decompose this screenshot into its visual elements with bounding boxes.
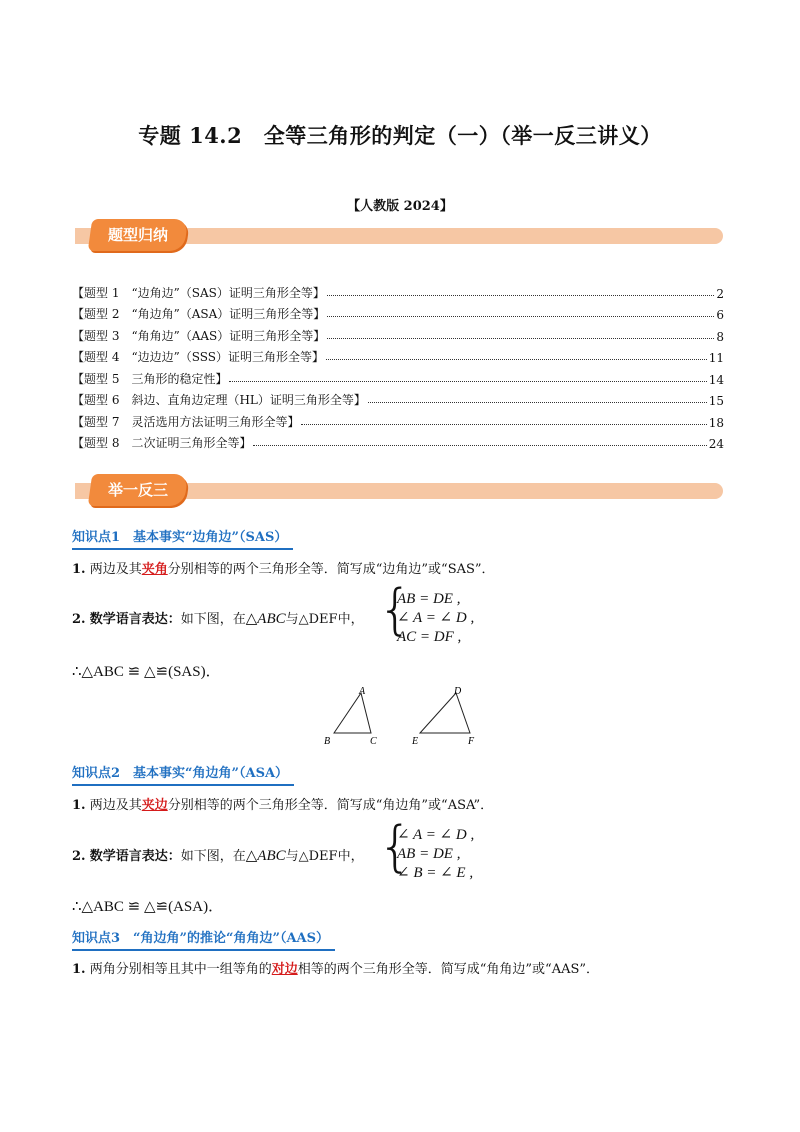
section-banner-practice — [88, 474, 189, 506]
section-banner-label: 举一反三 — [108, 481, 169, 499]
kp2-statement — [72, 794, 493, 813]
toc-entry-label: 【题型 2 “角边角”（ASA）证明三角形全等】 — [72, 307, 326, 321]
text: 中， — [337, 849, 364, 864]
triangle-name: △DEF — [298, 612, 338, 627]
toc-page-number: 18 — [708, 415, 724, 430]
highlight-term: 对边 — [271, 962, 298, 977]
triangle-name: △DEF — [298, 849, 338, 864]
text: 分别相等的两个三角形全等．简写成“角边角”或“ASA”． — [167, 798, 494, 813]
highlight-term: 夹角 — [141, 562, 168, 577]
text: 相等的两个三角形全等．简写成“角角边”或“AAS”． — [297, 962, 600, 977]
toc-leader — [327, 316, 714, 317]
condition: AC = DF , — [397, 629, 462, 645]
item-number: 1. — [72, 562, 86, 577]
item-number: 2. — [72, 849, 86, 864]
toc-entry-label: 【题型 3 “角角边”（AAS）证明三角形全等】 — [72, 328, 326, 343]
toc-leader — [301, 424, 706, 425]
edition-label: 【人教版 2024】 — [347, 199, 453, 214]
triangle-name: △ABC — [245, 611, 286, 627]
vertex-label: D — [454, 686, 462, 697]
toc-entry[interactable] — [72, 279, 724, 301]
toc-leader — [326, 359, 707, 360]
toc-entry-label: 【题型 5 三角形的稳定性】 — [72, 371, 228, 386]
toc-leader — [327, 295, 715, 296]
kp3-statement — [72, 958, 599, 977]
triangle-def — [420, 693, 470, 733]
text: 两边及其 — [89, 798, 142, 813]
toc-page-number: 24 — [708, 437, 724, 451]
text: 分别相等的两个三角形全等．简写成“边角边”或“SAS”． — [167, 562, 495, 577]
condition: ∠ A = ∠ D , — [397, 827, 475, 843]
toc-leader — [327, 338, 714, 339]
math-label: 数学语言表达： — [89, 612, 181, 627]
text: 如下图，在 — [180, 612, 246, 627]
vertex-label: C — [370, 736, 377, 747]
text: 如下图，在 — [180, 849, 246, 864]
text: 两角分别相等且其中一组等角的 — [89, 962, 272, 977]
toc-entry[interactable] — [72, 430, 724, 452]
vertex-label: E — [412, 736, 419, 747]
toc-entry-label: 【题型 6 斜边、直角边定理（HL）证明三角形全等】 — [72, 393, 366, 407]
toc-leader — [368, 402, 707, 403]
math-label: 数学语言表达： — [89, 849, 181, 864]
toc-page-number: 14 — [708, 372, 724, 387]
triangle-abc — [334, 693, 371, 733]
text: 与 — [285, 612, 299, 627]
knowledge-point-heading: 知识点2 基本事实“角边角”（ASA） — [72, 762, 294, 786]
left-brace: { — [378, 578, 413, 641]
toc-entry[interactable] — [72, 344, 724, 366]
toc-entry[interactable] — [72, 387, 724, 409]
condition: AB = DE , — [397, 846, 461, 862]
item-number: 2. — [72, 612, 86, 627]
text: 中， — [337, 612, 364, 627]
vertex-label: B — [324, 736, 331, 747]
condition: AB = DE , — [397, 591, 461, 607]
highlight-term: 夹边 — [141, 798, 168, 813]
conclusion: ∴△ABC ≌ △≌(SAS)． — [72, 664, 221, 680]
knowledge-point-heading: 知识点3 “角边角”的推论“角角边”（AAS） — [72, 927, 335, 951]
toc-entry-label: 【题型 1 “边角边”（SAS）证明三角形全等】 — [72, 285, 325, 300]
toc-page-number: 11 — [708, 351, 724, 365]
text: 两边及其 — [89, 562, 142, 577]
toc-leader — [253, 445, 706, 446]
vertex-label: F — [468, 736, 475, 747]
toc-leader — [229, 381, 706, 382]
toc-page-number: 8 — [716, 329, 724, 344]
condition-system — [397, 590, 474, 647]
toc-entry-label: 【题型 8 二次证明三角形全等】 — [72, 436, 252, 450]
toc-entry[interactable] — [72, 301, 724, 323]
section-banner-toc — [88, 219, 189, 251]
knowledge-point-heading: 知识点1 基本事实“边角边”（SAS） — [72, 526, 293, 550]
text: 与 — [285, 849, 299, 864]
item-number: 1. — [72, 962, 86, 977]
document-title: 专题 14.2 全等三角形的判定（一）（举一反三讲义） — [138, 123, 662, 148]
section-banner-label: 题型归纳 — [108, 226, 169, 244]
triangle-name: △ABC — [245, 848, 286, 864]
kp2-math-expression — [72, 845, 364, 865]
toc-page-number: 15 — [708, 394, 724, 408]
item-number: 1. — [72, 798, 86, 813]
triangle-figure — [320, 685, 490, 747]
toc-entry-label: 【题型 4 “边边边”（SSS）证明三角形全等】 — [72, 350, 324, 364]
toc-entry[interactable] — [72, 322, 724, 344]
toc-entry[interactable] — [72, 365, 724, 387]
kp1-math-expression — [72, 608, 364, 628]
kp1-statement — [72, 558, 495, 577]
toc-entry-label: 【题型 7 灵活选用方法证明三角形全等】 — [72, 414, 300, 429]
condition: ∠ B = ∠ E , — [397, 865, 474, 881]
toc-entry[interactable] — [72, 408, 724, 430]
vertex-label: A — [359, 686, 366, 697]
left-brace: { — [378, 815, 413, 878]
conclusion: ∴△ABC ≌ △≌(ASA)． — [72, 899, 224, 915]
condition: ∠ A = ∠ D , — [397, 610, 475, 626]
toc-page-number: 6 — [716, 308, 724, 322]
table-of-contents — [72, 279, 724, 451]
toc-page-number: 2 — [716, 286, 724, 301]
condition-system — [397, 826, 474, 883]
